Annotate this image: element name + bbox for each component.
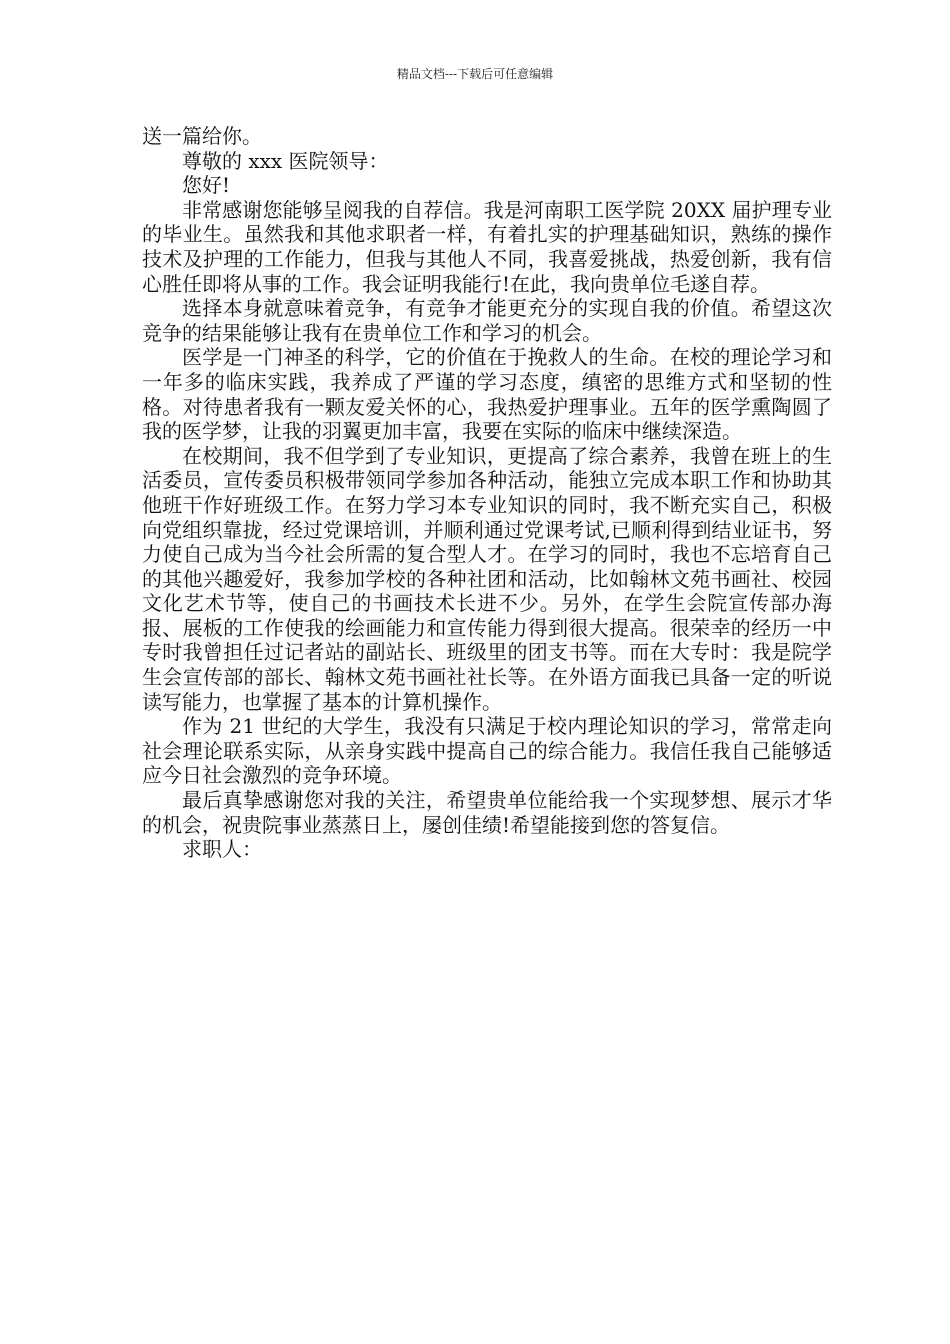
letter-paragraph: 作为 21 世纪的大学生，我没有只满足于校内理论知识的学习，常常走向社会理论联系实际，从亲身实践中提高自己的综合能力。我信任我自己能够适应今日社会激烈的竞争环境。 [142, 714, 832, 788]
letter-paragraph: 在校期间，我不但学到了专业知识，更提高了综合素养，我曾在班上的生活委员，宣传委员积极带领同学参加各种活动，能独立完成本职工作和协助其他班干作好班级工作。在努力学习本专业知识的同时，我不断充实自己，积极向党组织靠拢，经过党课培训，并顺利通过党课考试,已顺利得到结业证书，努力使自己成为当今社会所需的复合型人才。在学习的同时，我也不忘培育自己的其他兴趣爱好，我参加学校的各种社团和活动，比如翰林文苑书画社、校园文化艺术节等，使自己的书画技术长进不少。另外，在学生会院宣传部办海报、展板的工作使我的绘画能力和宣传能力得到很大提高。很荣幸的经历一中专时我曾担任过记者站的副站长、班级里的团支书等。而在大专时：我是院学生会宣传部的部长、翰林文苑书画社社长等。在外语方面我已具备一定的听说读写能力，也掌握了基本的计算机操作。 [142, 443, 832, 714]
letter-body [142, 124, 832, 862]
letter-salutation: 尊敬的 xxx 医院领导： [182, 148, 389, 173]
letter-greeting: 您好! [182, 173, 231, 198]
letter-paragraph: 医学是一门神圣的科学，它的价值在于挽救人的生命。在校的理论学习和一年多的临床实践，我养成了严谨的学习态度，缜密的思维方式和坚韧的性格。对待患者我有一颗友爱关怀的心，我热爱护理事业。五年的医学熏陶圆了我的医学梦，让我的羽翼更加丰富，我要在实际的临床中继续深造。 [142, 345, 832, 444]
letter-paragraph: 最后真挚感谢您对我的关注，希望贵单位能给我一个实现梦想、展示才华的机会，祝贵院事业蒸蒸日上，屡创佳绩!希望能接到您的答复信。 [142, 788, 832, 837]
letter-paragraph: 非常感谢您能够呈阅我的自荐信。我是河南职工医学院 20XX 届护理专业的毕业生。虽然我和其他求职者一样，有着扎实的护理基础知识，熟练的操作技术及护理的工作能力，但我与其他人不同，我喜爱挑战，热爱创新，我有信心胜任即将从事的工作。我会证明我能行!在此，我向贵单位毛遂自荐。 [142, 197, 832, 296]
letter-signature: 求职人： [182, 837, 262, 862]
letter-paragraph: 选择本身就意味着竞争，有竞争才能更充分的实现自我的价值。希望这次竞争的结果能够让我有在贵单位工作和学习的机会。 [142, 296, 832, 345]
page-header: 精品文档---下载后可任意编辑 [396, 67, 554, 81]
letter-intro: 送一篇给你。 [142, 124, 262, 148]
